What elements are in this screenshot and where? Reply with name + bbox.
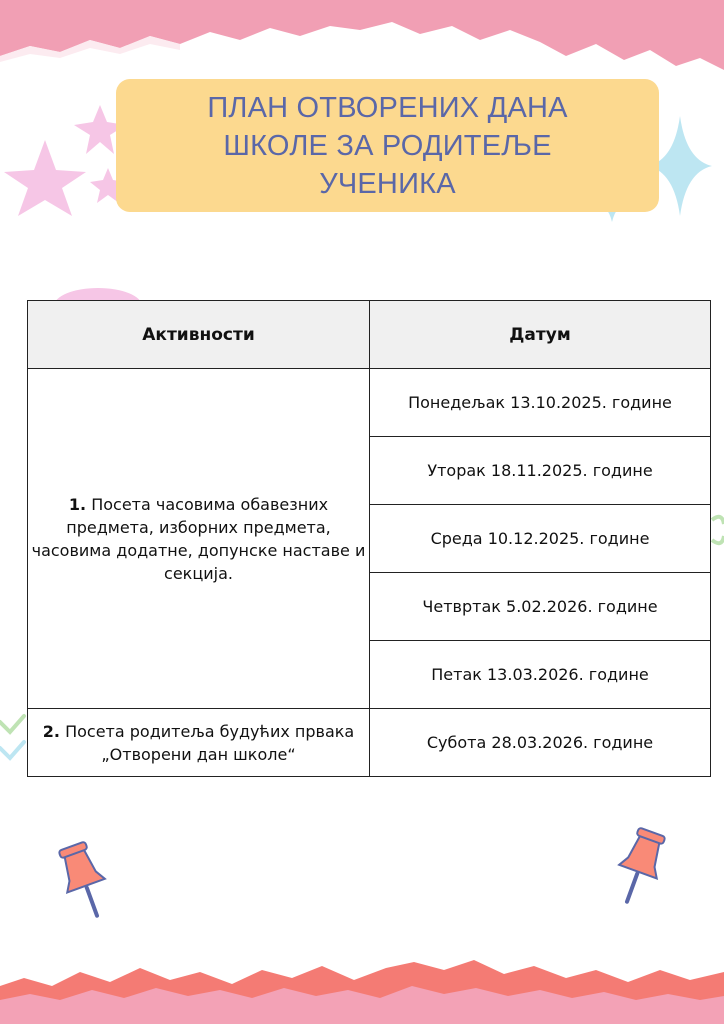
activity-1-text-1: Посета часовима обавезних <box>91 494 329 514</box>
title-line-1: ПЛАН ОТВОРЕНИХ ДАНА <box>207 91 568 124</box>
pink-stars <box>4 105 126 216</box>
title-box <box>116 79 659 212</box>
date-cell: Понедељак 13.10.2025. године <box>370 369 711 437</box>
green-squiggle <box>712 517 724 543</box>
table-row <box>28 709 711 777</box>
push-pin-left-icon <box>53 839 116 922</box>
date-cell: Субота 28.03.2026. године <box>370 709 711 777</box>
activity-1-number: 1. <box>68 494 87 514</box>
activity-1-text-2: предмета, изборних предмета, <box>66 517 331 537</box>
title-line-2: ШКОЛЕ ЗА РОДИТЕЉЕ <box>223 129 552 162</box>
torn-paper-top <box>0 0 724 70</box>
blue-check <box>0 742 24 758</box>
date-cell: Уторак 18.11.2025. године <box>370 437 711 505</box>
push-pin-right-icon <box>608 825 671 908</box>
date-cell: Среда 10.12.2025. године <box>370 505 711 573</box>
activity-1-cell <box>28 369 370 709</box>
activity-2-text-1: Посета родитеља будућих првака <box>65 721 355 741</box>
activity-2-number: 2. <box>42 721 60 741</box>
green-check <box>0 716 24 732</box>
activity-2-text-2: „Отворени дан школе“ <box>101 744 296 764</box>
table-header-row <box>28 301 711 369</box>
activity-1-text-3: часовима додатне, допунске наставе и <box>31 540 366 560</box>
date-cell: Петак 13.03.2026. године <box>370 641 711 709</box>
schedule-table <box>27 300 711 777</box>
header-activities: Активности <box>28 301 370 369</box>
activity-1-text-4: секција. <box>164 563 233 583</box>
header-date: Датум <box>370 301 711 369</box>
date-cell: Четвртак 5.02.2026. године <box>370 573 711 641</box>
table-row <box>28 369 711 437</box>
title-line-3: УЧЕНИКА <box>319 167 456 200</box>
activity-2-cell <box>28 709 370 777</box>
